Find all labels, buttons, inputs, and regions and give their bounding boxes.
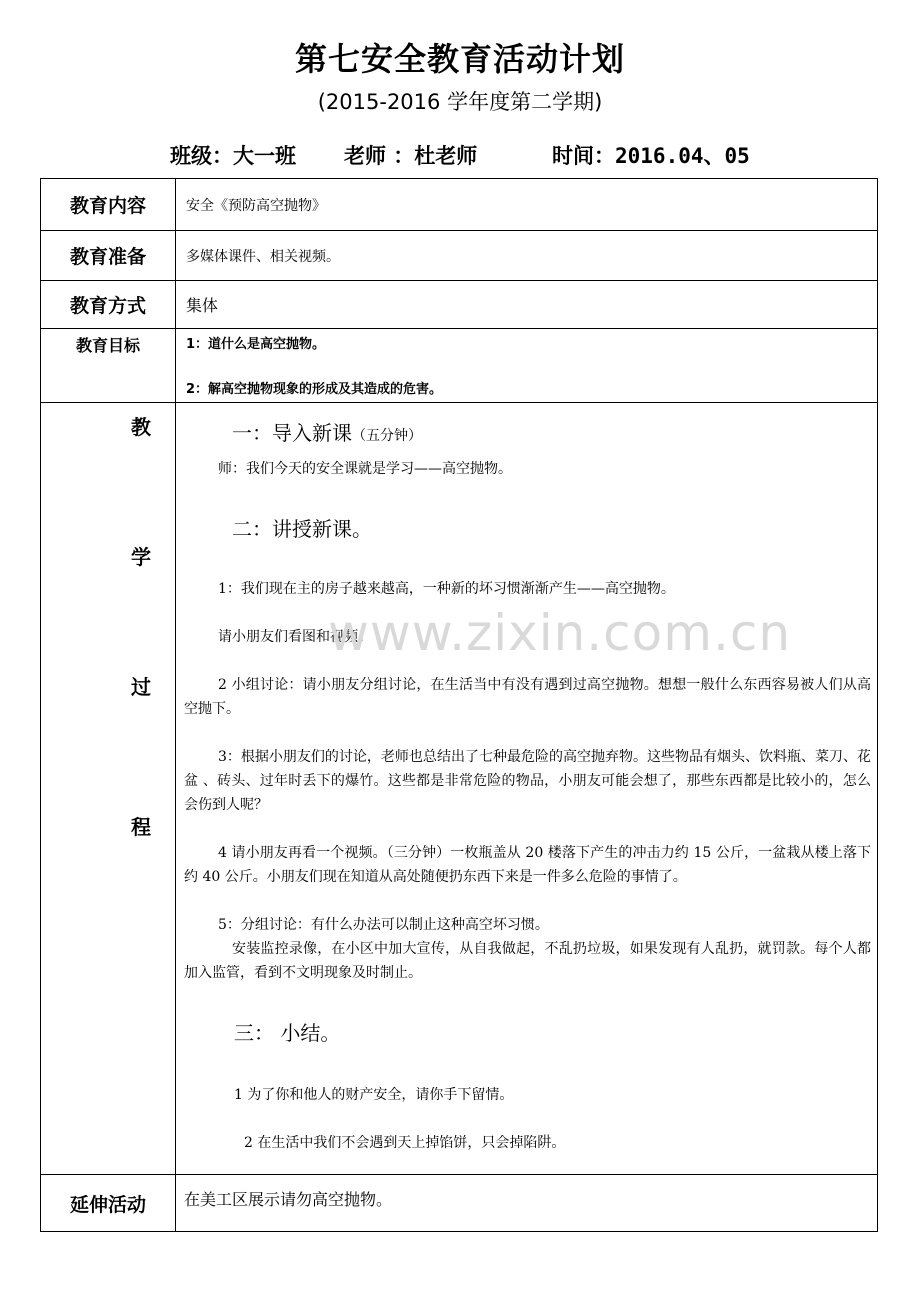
process-label-char: 程 [131,815,151,839]
paragraph: 安装监控录像，在小区中加大宣传，从自我做起，不乱扔垃圾，如果发现有人乱扔，就罚款。每个人都加入监管，看到不文明现象及时制止。 [184,941,871,981]
process-label-char: 学 [131,545,151,569]
paragraph: 4 请小朋友再看一个视频。（三分钟）一枚瓶盖从 20 楼落下产生的冲击力约 15 公斤，一盆栽从楼上落下约 40 公斤。小朋友们现在知道从高处随便扔东西下来是一件多么危险的事情了。 [184,845,871,885]
section-title: 二：讲授新课。 [232,517,372,541]
paragraph: 请小朋友们看图和视频。 [218,629,372,645]
time-info [552,140,750,170]
teacher-info: 老师 ：杜老师 [344,144,478,168]
paragraph: 1 为了你和他人的财产安全，请你手下留情。 [234,1087,514,1103]
process-label-char: 过 [131,675,151,699]
table-row [41,403,878,1175]
goal-item: 2：解高空抛物现象的形成及其造成的危害。 [186,382,443,397]
watermark: www.zixin.com.cn [328,604,792,662]
prep-value: 多媒体课件、相关视频。 [176,231,878,281]
paragraph: 师：我们今天的安全课就是学习——高空抛物。 [218,461,512,477]
goal-item: 1：道什么是高空抛物。 [186,337,326,352]
table-row [41,231,878,281]
time-label: 时间： [552,144,615,168]
extension-label: 延伸活动 [41,1175,176,1232]
section-note: （五分钟） [352,428,422,444]
process-label-char: 教 [131,415,151,439]
table-row [41,281,878,329]
content-value: 安全《预防高空抛物》 [176,179,878,231]
extension-value: 在美工区展示请勿高空抛物。 [176,1175,878,1232]
section-title: 一：导入新课 [232,421,352,445]
table-row [41,329,878,403]
section-heading [232,421,422,448]
content-label: 教育内容 [41,179,176,231]
paragraph: 3：根据小朋友们的讨论，老师也总结出了七种最危险的高空抛弃物。这些物品有烟头、饮料瓶、菜刀、花盆 、砖头、过年时丢下的爆竹。这些都是非常危险的物品，小朋友可能会想了，那些东西都是比较小的，怎么会伤到人呢？ [184,749,871,813]
goal-list [176,329,878,403]
table-row [41,1175,878,1232]
prep-label: 教育准备 [41,231,176,281]
plan-table [40,178,878,1232]
paragraph: 2 在生活中我们不会遇到天上掉馅饼，只会掉陷阱。 [244,1135,566,1151]
process-label [41,403,176,1175]
paragraph: 2 小组讨论：请小朋友分组讨论，在生活当中有没有遇到过高空抛物。想想一般什么东西容易被人们从高空抛下。 [184,677,871,717]
goal-label: 教育目标 [41,329,176,403]
time-value: 2016.04、05 [615,144,750,168]
section-title: 三： 小结。 [234,1021,341,1045]
process-content [176,403,878,1175]
paragraph: 1：我们现在主的房子越来越高，一种新的坏习惯渐渐产生——高空抛物。 [218,581,675,597]
table-row [41,179,878,231]
method-label: 教育方式 [41,281,176,329]
class-info: 班级：大一班 [170,144,296,168]
paragraph: 5：分组讨论：有什么办法可以制止这种高空坏习惯。 [218,917,549,933]
document-title: 第七安全教育活动计划 [294,40,625,78]
method-value: 集体 [176,281,878,329]
document-subtitle: (2015-2016 学年度第二学期) [317,90,603,114]
